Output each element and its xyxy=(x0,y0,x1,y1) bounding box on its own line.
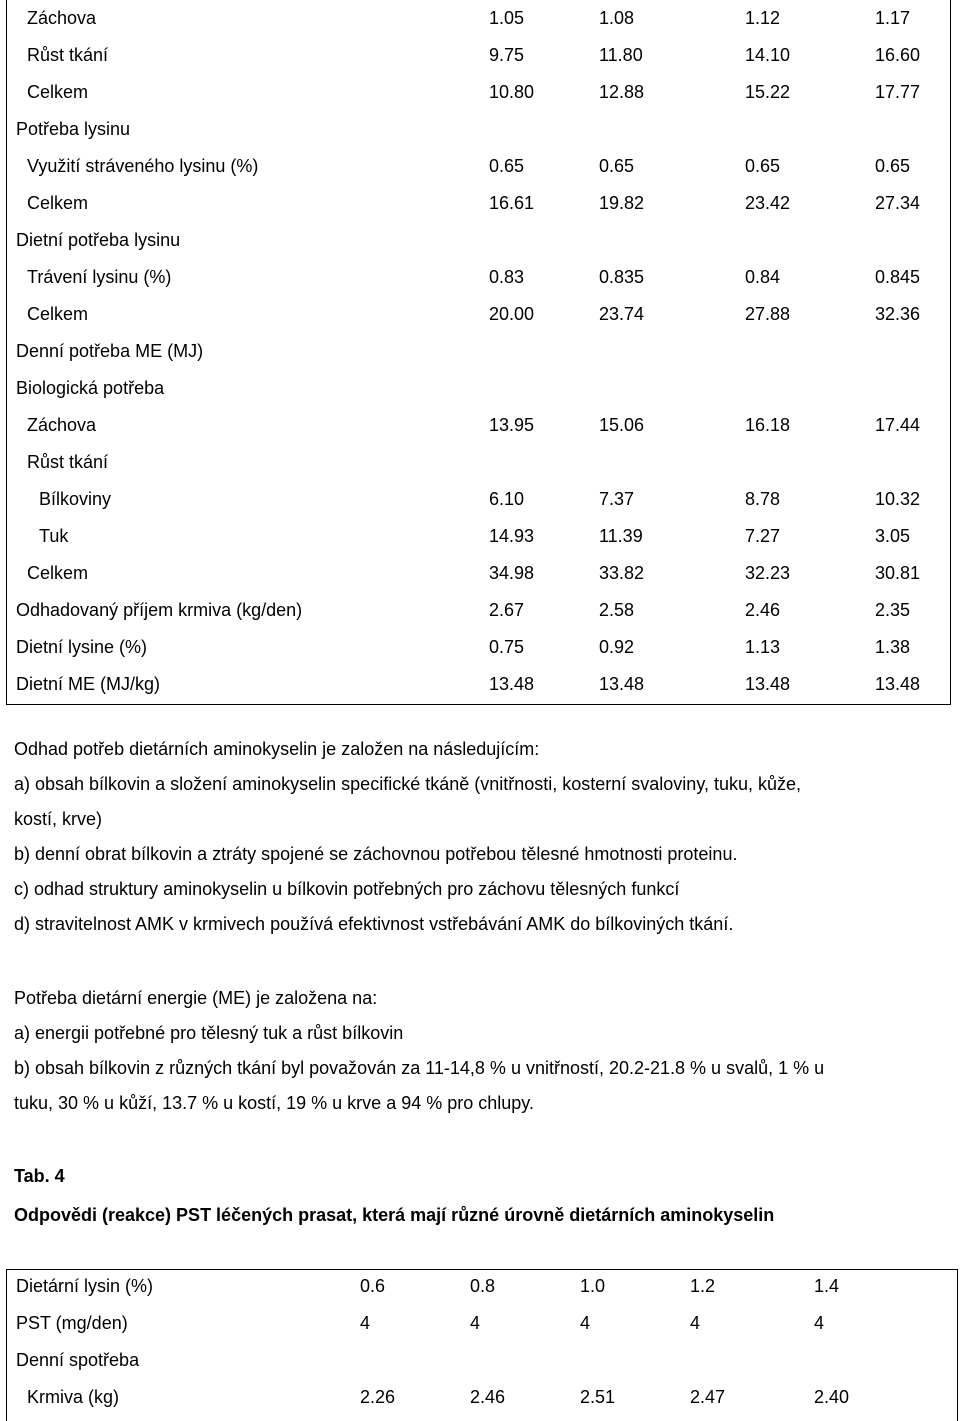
table-cell: 10.80 xyxy=(489,82,535,102)
table-cell: 4 xyxy=(470,1313,481,1333)
table-cell: 13.48 xyxy=(599,674,645,694)
table-row xyxy=(7,370,950,407)
row-label: Dietní potřeba lysinu xyxy=(16,230,181,250)
table-cell: 15.06 xyxy=(599,415,645,435)
table-cell: 14.10 xyxy=(745,45,791,65)
table-row xyxy=(7,444,950,481)
nutrient-requirement-table xyxy=(6,0,951,705)
table-cell: 16.60 xyxy=(875,45,921,65)
table-cell: 1.2 xyxy=(690,1276,716,1296)
table-row xyxy=(7,148,950,185)
table-cell: 7.27 xyxy=(745,526,781,546)
row-label: Tuk xyxy=(39,526,69,546)
table-cell: 2.47 xyxy=(690,1387,726,1407)
table-row xyxy=(7,555,950,592)
paragraph-line: b) denní obrat bílkovin a ztráty spojené se záchovnou potřebou tělesné hmotnosti proteinu. xyxy=(14,844,738,864)
table-cell: 2.58 xyxy=(599,600,635,620)
row-label: Dietní lysine (%) xyxy=(16,637,148,657)
row-label: Trávení lysinu (%) xyxy=(27,267,172,287)
table-row xyxy=(7,185,950,222)
table-cell: 30.81 xyxy=(875,563,921,583)
table-cell: 1.08 xyxy=(599,8,635,28)
table-cell: 1.13 xyxy=(745,637,781,657)
table-cell: 17.44 xyxy=(875,415,921,435)
table-cell: 10.32 xyxy=(875,489,921,509)
table-cell: 23.42 xyxy=(745,193,791,213)
row-label: Celkem xyxy=(27,82,89,102)
table-cell: 0.92 xyxy=(599,637,635,657)
table-row xyxy=(7,1381,957,1418)
table-row xyxy=(7,111,950,148)
table-cell: 34.98 xyxy=(489,563,535,583)
table-cell: 6.10 xyxy=(489,489,525,509)
table-cell: 13.48 xyxy=(745,674,791,694)
table-cell: 32.23 xyxy=(745,563,791,583)
table-cell: 2.51 xyxy=(580,1387,616,1407)
row-label: Celkem xyxy=(27,193,89,213)
table-cell: 0.8 xyxy=(470,1276,496,1296)
table-cell: 27.88 xyxy=(745,304,791,324)
table-cell: 16.61 xyxy=(489,193,535,213)
row-label: Růst tkání xyxy=(27,452,109,472)
table-cell: 20.00 xyxy=(489,304,535,324)
table-cell: 0.65 xyxy=(599,156,635,176)
table-cell: 1.38 xyxy=(875,637,911,657)
table-cell: 23.74 xyxy=(599,304,645,324)
table-row xyxy=(7,259,950,296)
table-cell: 4 xyxy=(580,1313,591,1333)
row-label: Biologická potřeba xyxy=(16,378,165,398)
row-label: Bílkoviny xyxy=(39,489,112,509)
table-cell: 0.83 xyxy=(489,267,525,287)
energy-requirements-paragraph xyxy=(14,981,949,1121)
row-label: Odhadovaný příjem krmiva (kg/den) xyxy=(16,600,303,620)
table-row xyxy=(7,1344,957,1381)
table-number: Tab. 4 xyxy=(14,1166,65,1186)
table-cell: 14.93 xyxy=(489,526,535,546)
table-cell: 13.48 xyxy=(875,674,921,694)
paragraph-line: kostí, krve) xyxy=(14,809,103,829)
table-cell: 2.26 xyxy=(360,1387,396,1407)
table-row xyxy=(7,518,950,555)
table-cell: 19.82 xyxy=(599,193,645,213)
table-row xyxy=(7,37,950,74)
paragraph-line: a) obsah bílkovin a složení aminokyselin specifické tkáně (vnitřnosti, kosterní svaloviny, tuku, kůže, xyxy=(14,774,802,794)
table-cell: 11.80 xyxy=(599,45,643,65)
row-label: Celkem xyxy=(27,563,89,583)
table-row xyxy=(7,296,950,333)
table-cell: 17.77 xyxy=(875,82,921,102)
table-cell: 0.65 xyxy=(745,156,781,176)
row-label: Potřeba lysinu xyxy=(16,119,131,139)
table-cell: 32.36 xyxy=(875,304,921,324)
paragraph-line: tuku, 30 % u kůží, 13.7 % u kostí, 19 % u krve a 94 % pro chlupy. xyxy=(14,1093,534,1113)
table-cell: 3.05 xyxy=(875,526,911,546)
table-cell: 7.37 xyxy=(599,489,635,509)
paragraph-line: a) energii potřebné pro tělesný tuk a růst bílkovin xyxy=(14,1023,404,1043)
table-row xyxy=(7,74,950,111)
amino-acid-requirements-paragraph xyxy=(14,732,949,942)
table-cell: 2.40 xyxy=(814,1387,850,1407)
table-cell: 1.0 xyxy=(580,1276,606,1296)
paragraph-line: d) stravitelnost AMK v krmivech používá efektivnost vstřebávání AMK do bílkoviných tkání. xyxy=(14,914,734,934)
table-cell: 4 xyxy=(814,1313,825,1333)
table-cell: 11.39 xyxy=(599,526,643,546)
table-cell: 4 xyxy=(690,1313,701,1333)
table-row xyxy=(7,629,950,666)
table-cell: 15.22 xyxy=(745,82,791,102)
row-label: Denní potřeba ME (MJ) xyxy=(16,341,204,361)
table-row xyxy=(7,1307,957,1344)
row-label: Využití stráveného lysinu (%) xyxy=(27,156,259,176)
table-cell: 2.35 xyxy=(875,600,911,620)
pst-response-table xyxy=(6,1269,958,1421)
table-cell: 0.65 xyxy=(875,156,911,176)
row-label: Růst tkání xyxy=(27,45,109,65)
row-label: Celkem xyxy=(27,304,89,324)
table-cell: 27.34 xyxy=(875,193,921,213)
row-label: Záchova xyxy=(27,415,97,435)
row-label: PST (mg/den) xyxy=(16,1313,128,1333)
table-cell: 0.835 xyxy=(599,267,645,287)
table-cell: 2.67 xyxy=(489,600,525,620)
table-cell: 4 xyxy=(360,1313,371,1333)
paragraph-line: Potřeba dietární energie (ME) je založena na: xyxy=(14,988,378,1008)
table-caption xyxy=(14,1161,774,1230)
table-cell: 13.95 xyxy=(489,415,535,435)
paragraph-line: Odhad potřeb dietárních aminokyselin je založen na následujícím: xyxy=(14,739,540,759)
table-row xyxy=(7,1270,957,1307)
table-row xyxy=(7,333,950,370)
row-label: Denní spotřeba xyxy=(16,1350,140,1370)
paragraph-line: c) odhad struktury aminokyselin u bílkovin potřebných pro záchovu tělesných funkcí xyxy=(14,879,680,899)
table-cell: 1.12 xyxy=(745,8,781,28)
table-row xyxy=(7,222,950,259)
table-cell: 0.6 xyxy=(360,1276,386,1296)
table-cell: 0.845 xyxy=(875,267,921,287)
table-row xyxy=(7,481,950,518)
table-cell: 0.75 xyxy=(489,637,525,657)
table-cell: 33.82 xyxy=(599,563,645,583)
table-cell: 1.17 xyxy=(875,8,911,28)
row-label: Dietární lysin (%) xyxy=(16,1276,154,1296)
row-label: Záchova xyxy=(27,8,97,28)
paragraph-line: b) obsah bílkovin z různých tkání byl považován za 11-14,8 % u vnitřností, 20.2-21.8 % u svalů, 1 % u xyxy=(14,1058,825,1078)
table-row xyxy=(7,592,950,629)
table-cell: 13.48 xyxy=(489,674,535,694)
table-cell: 8.78 xyxy=(745,489,781,509)
table-cell: 0.84 xyxy=(745,267,781,287)
table-cell: 2.46 xyxy=(470,1387,506,1407)
table-cell: 16.18 xyxy=(745,415,791,435)
table-cell: 1.4 xyxy=(814,1276,840,1296)
table-cell: 2.46 xyxy=(745,600,781,620)
table-cell: 9.75 xyxy=(489,45,525,65)
table-row xyxy=(7,407,950,444)
table-title: Odpovědi (reakce) PST léčených prasat, která mají různé úrovně dietárních aminokyselin xyxy=(14,1205,775,1225)
row-label: Krmiva (kg) xyxy=(27,1387,120,1407)
table-row xyxy=(7,666,950,703)
table-cell: 12.88 xyxy=(599,82,645,102)
table-cell: 0.65 xyxy=(489,156,525,176)
table-row xyxy=(7,0,950,37)
table-cell: 1.05 xyxy=(489,8,525,28)
row-label: Dietní ME (MJ/kg) xyxy=(16,674,161,694)
